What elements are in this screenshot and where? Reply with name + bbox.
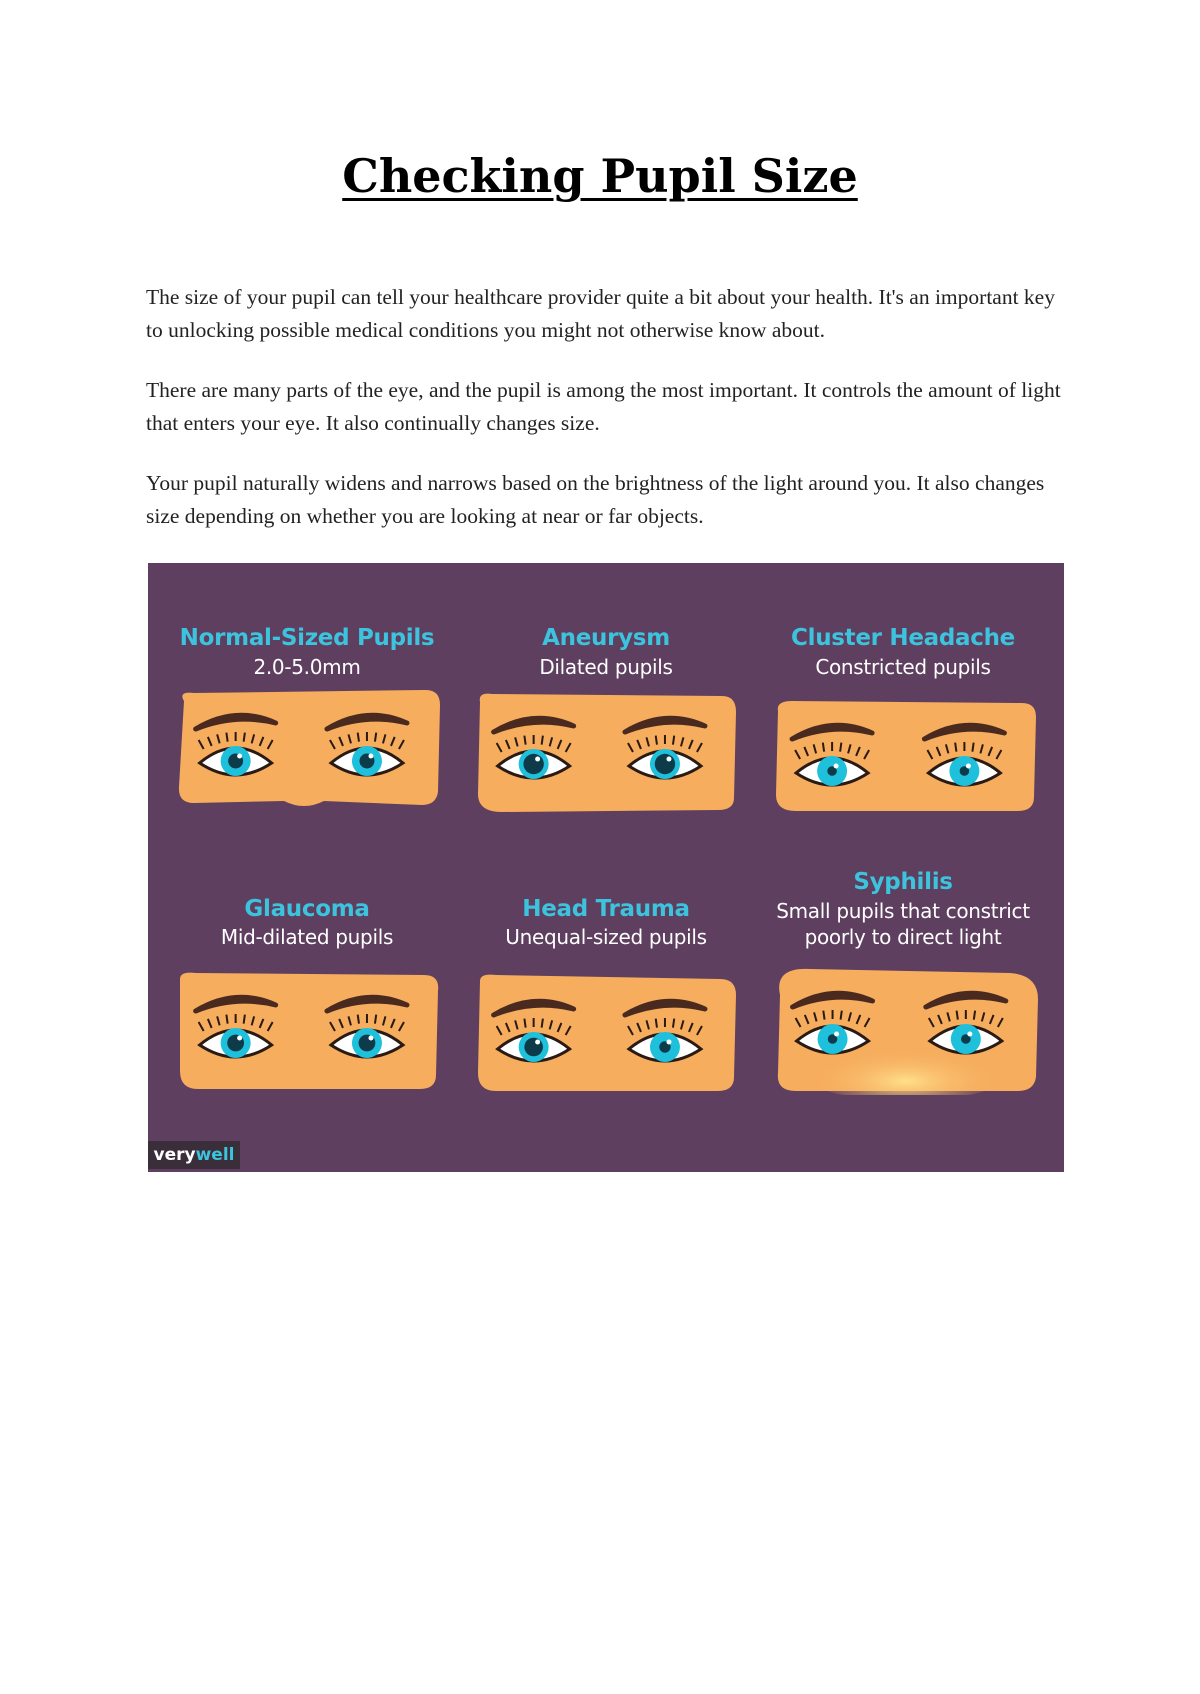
panel-subtitle-normal: 2.0-5.0mm	[253, 655, 361, 679]
paragraph-1	[146, 281, 1066, 347]
panel-title-head-trauma: Head Trauma	[522, 896, 690, 922]
panel-subtitle-cluster-headache: Constricted pupils	[815, 655, 991, 679]
right-eye-highlight	[666, 757, 671, 762]
left-eye-highlight	[535, 1040, 540, 1045]
paragraph-text: The size of your pupil can tell your healthcare provider quite a bit about your health. It's an important key to unlocking possible medical conditions you might not otherwise know about.	[146, 285, 1055, 342]
paragraph-3	[146, 467, 1066, 533]
panel-subtitle-syphilis-line1: Small pupils that constrict	[776, 899, 1030, 923]
right-eye-highlight	[368, 1036, 373, 1041]
face-glaucoma	[174, 969, 442, 1093]
paragraph-text: Your pupil naturally widens and narrows based on the brightness of the light around you. It also changes size depending on whether you are looking at near or far objects.	[146, 471, 1045, 528]
panel-subtitle-head-trauma: Unequal-sized pupils	[505, 925, 707, 949]
verywell-logo	[148, 1141, 240, 1169]
face-normal	[174, 687, 442, 809]
left-eye-highlight	[237, 754, 242, 759]
panel-subtitle-syphilis-line2: poorly to direct light	[804, 925, 1002, 949]
paragraph-2	[146, 374, 1066, 440]
left-eye-highlight	[535, 757, 540, 762]
face-syphilis	[770, 965, 1042, 1095]
face-cluster-headache	[770, 697, 1040, 815]
brand-part2: well	[195, 1145, 235, 1165]
pupil-size-infographic	[148, 563, 1064, 1172]
right-eye-highlight	[368, 754, 373, 759]
panel-subtitle-glaucoma: Mid-dilated pupils	[220, 925, 394, 949]
right-eye-highlight	[666, 1040, 671, 1045]
paragraph-text: There are many parts of the eye, and the pupil is among the most important. It controls the amount of light that enters your eye. It also continually changes size.	[146, 378, 1061, 435]
panel-title-aneurysm: Aneurysm	[542, 625, 670, 651]
face-head-trauma	[472, 973, 740, 1095]
left-pupil	[524, 1038, 543, 1057]
right-eye-highlight	[966, 764, 971, 769]
face-aneurysm	[472, 690, 740, 815]
left-eye-highlight	[237, 1036, 242, 1041]
panel-title-syphilis: Syphilis	[853, 869, 953, 895]
panel-title-cluster-headache: Cluster Headache	[791, 625, 1015, 651]
brand-part1: very	[153, 1145, 196, 1165]
left-pupil	[523, 754, 543, 774]
right-eye-highlight	[967, 1032, 972, 1037]
left-eye-highlight	[834, 1032, 839, 1037]
panel-title-glaucoma: Glaucoma	[244, 896, 370, 922]
panel-subtitle-aneurysm: Dilated pupils	[539, 655, 673, 679]
page-title: Checking Pupil Size	[342, 149, 858, 203]
left-eye-highlight	[834, 764, 839, 769]
right-pupil	[655, 754, 675, 774]
panel-title-normal: Normal-Sized Pupils	[179, 625, 435, 651]
